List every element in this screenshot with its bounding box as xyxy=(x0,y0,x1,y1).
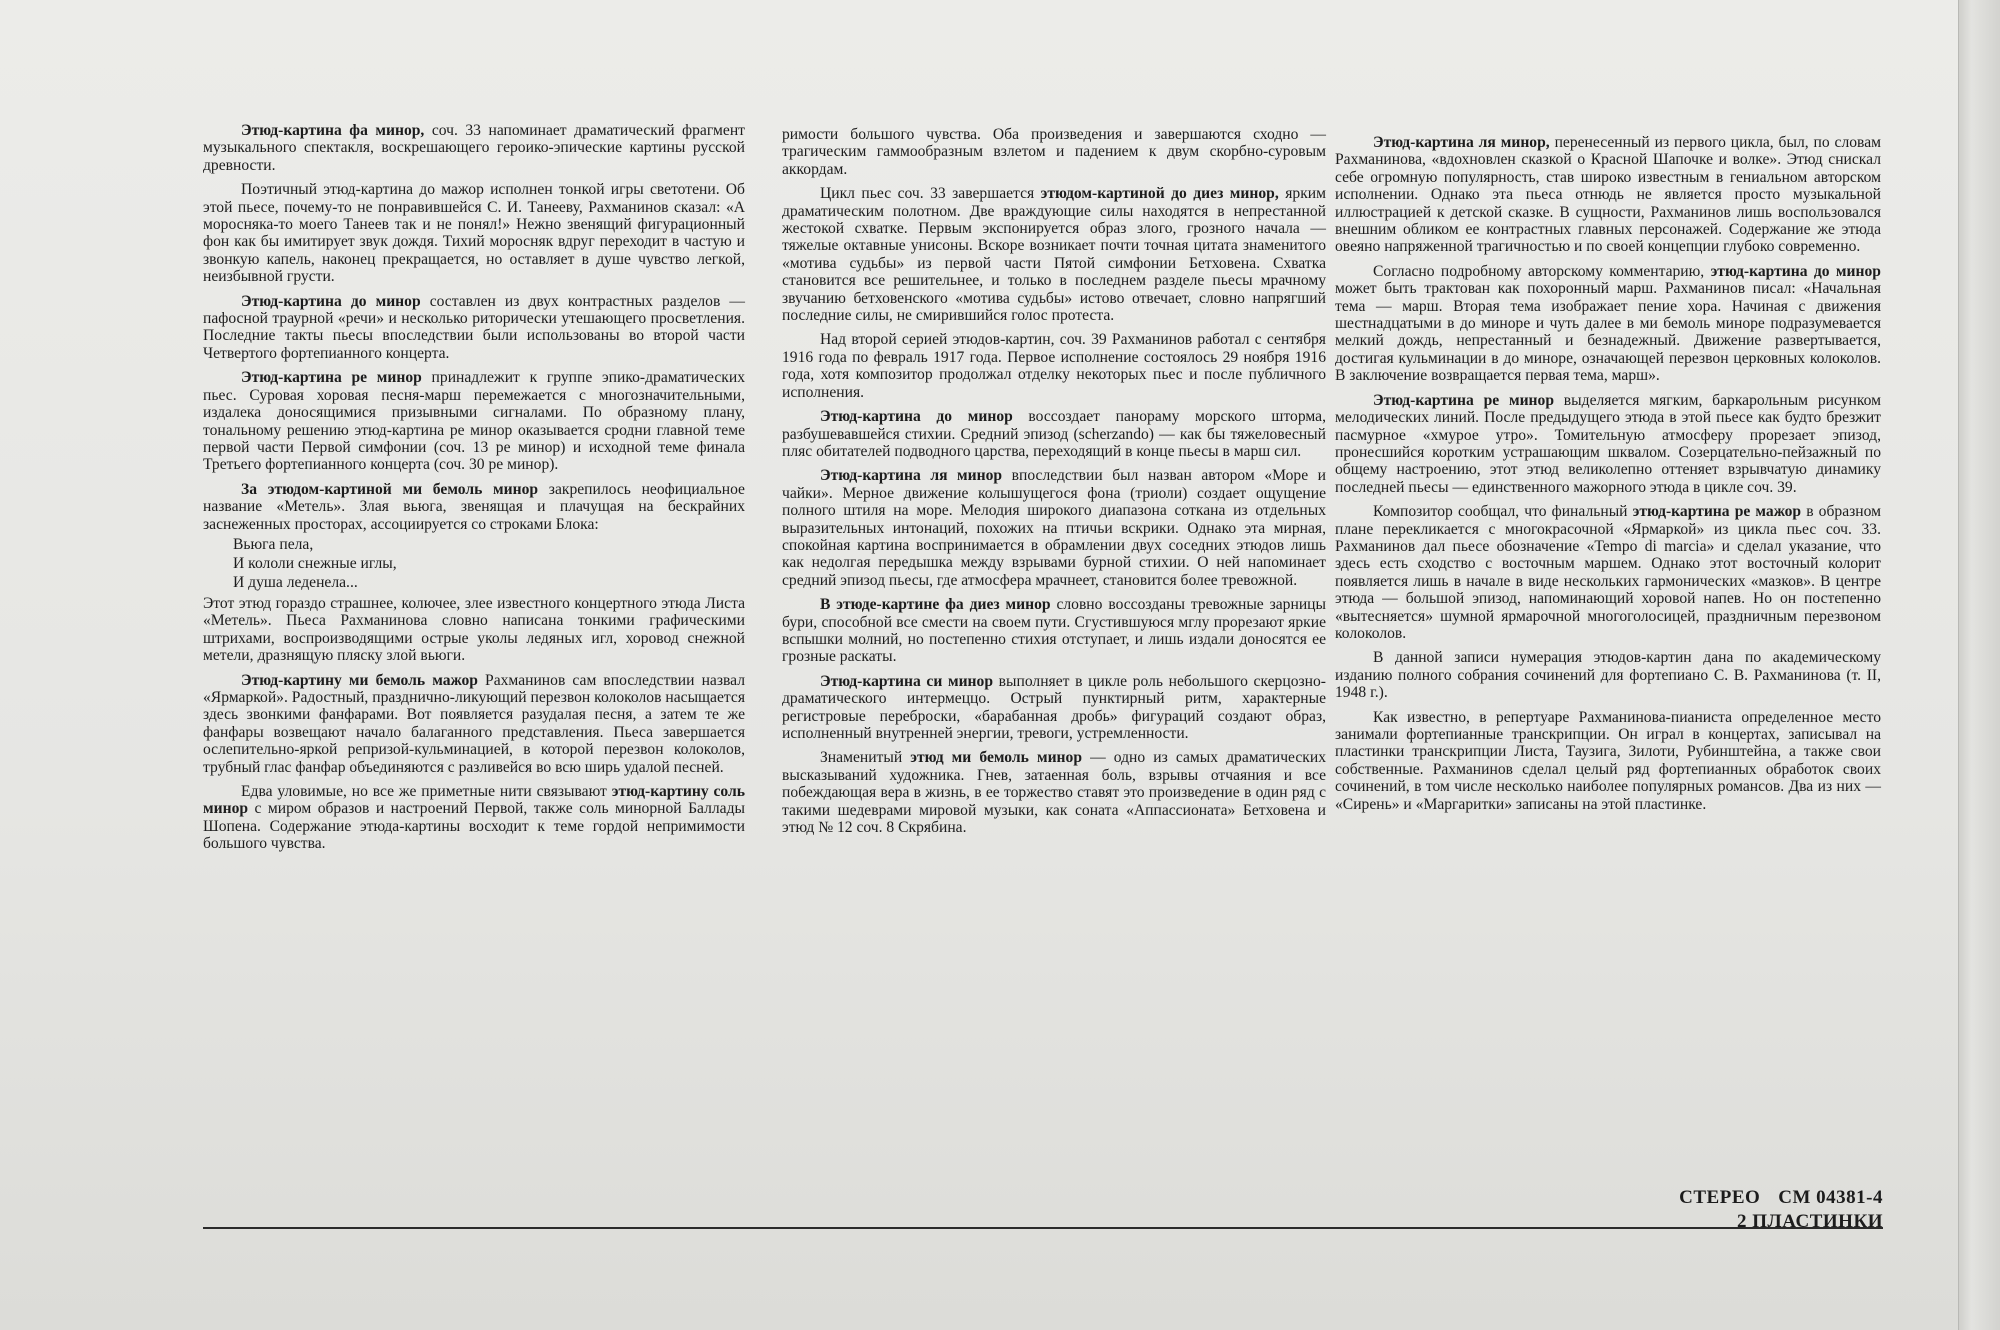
paragraph-heading: этюд-картину соль минор xyxy=(203,783,745,818)
paragraph xyxy=(203,595,745,665)
sleeve-fold-edge xyxy=(1958,0,2000,1330)
paragraph xyxy=(782,673,1326,743)
paragraph xyxy=(203,369,745,473)
paragraph-text: закрепилось неофициальное название «Метель». Злая вьюга, звенящая и плачущая на бескрайних заснеженных просторах, ассоциируется со строками Блока: xyxy=(203,480,745,533)
paragraph xyxy=(1335,392,1881,496)
paragraph xyxy=(782,408,1326,460)
paragraph-heading: В этюде-картине фа диез минор xyxy=(820,596,1051,614)
paragraph xyxy=(1335,503,1881,642)
paragraph-text: Едва уловимые, но все же приметные нити связывают xyxy=(241,783,612,800)
paragraph xyxy=(782,467,1326,589)
paragraph-text: может быть трактован как похоронный марш. Рахманинов писал: «Начальная тема — марш. Вторая тема изображает пение хора. Начиная с движения шестнадцатыми в до миноре и чуть далее в ми бемоль миноре подразумевается мелкий дождь, непрестанный и безнадежный. Движение развертывается, достигая кульминации в до миноре, означающей перезвон церковных колоколов. В заключение возвращается первая тема, марш». xyxy=(1335,280,1881,385)
paragraph xyxy=(782,126,1326,178)
paragraph-text: ярким драматическим полотном. Две враждующие силы находятся в непрестанной жестокой схватке. Первым экспонируется образ злого, грозного начала — тяжелые октавные унисоны. Вскоре возникает почти точная цитата знаменитого «мотива судьбы» из первой части Пятой симфонии Бетховена. Схватка становится все решительнее, и только в последнем разделе пьесы мрачному звучанию бетховенского «мотива судьбы» истово отвечает, словно напрягший последние силы, не смирившийся голос протеста. xyxy=(782,185,1326,325)
paragraph-text: словно воссозданы тревожные зарницы бури, способной все смести на своем пути. Сгустившуюся мглу прорезают яркие вспышки молний, но постепенно стихия отступает, и лишь издали доносятся ее грозные раскаты. xyxy=(782,596,1326,666)
paragraph-heading: Этюд-картина ре минор xyxy=(241,369,422,387)
paragraph xyxy=(1335,134,1881,256)
paragraph-text: — одно из самых драматических высказываний художника. Гнев, затаенная боль, взрывы отчаяния и все побеждающая вера в жизнь, в ее торжество ставят это произведение в один ряд с такими шедеврами мировой музыки, как соната «Аппассионата» Бетховена и этюд № 12 соч. 8 Скрябина. xyxy=(782,749,1326,837)
paragraph-heading: этюд ми бемоль минор xyxy=(910,749,1083,767)
paragraph-text: Знаменитый xyxy=(820,749,911,767)
paragraph xyxy=(203,672,745,776)
paragraph-text: Над второй серией этюдов-картин, соч. 39 Рахманинов работал с сентября 1916 года по февраль 1917 года. Первое исполнение состоялось 29 ноября 1916 года, хотя композитор продолжал отделку некоторых пьес и после публичного исполнения. xyxy=(782,331,1326,401)
paragraph-heading: этюд-картина до минор xyxy=(1710,262,1881,280)
paragraph xyxy=(1335,709,1881,813)
paragraph-text: Поэтичный этюд-картина до мажор исполнен тонкой игры светотени. Об этой пьесе, почему-то не понравившейся С. И. Танееву, Рахманинов сказал: «А моросняка-то моего Танеев так и не понял!» Нежно звенящий фигурационный фон как бы имитирует звук дождя. Тихий моросняк вдруг переходит в частую и звонкую капель, наконец прекращается, но оставляет в душе чувство легкой, неизбывной грусти. xyxy=(203,181,745,286)
paragraph-heading: Этюд-картина до минор xyxy=(820,408,1013,426)
paragraph xyxy=(782,185,1326,324)
paragraph-text: с миром образов и настроений Первой, также соль минорной Баллады Шопена. Содержание этюда-картины восходит к теме гордой непримимости большого чувства. xyxy=(203,800,745,853)
paragraph-heading: Этюд-картина до минор xyxy=(241,292,421,310)
paragraph-heading: Этюд-картина си минор xyxy=(820,672,994,690)
paragraph xyxy=(203,481,745,533)
paragraph xyxy=(203,122,745,174)
paragraph xyxy=(782,596,1326,666)
paragraph-heading: этюд-картина ре мажор xyxy=(1632,503,1802,521)
paragraph-text: перенесенный из первого цикла, был, по словам Рахманинова, «вдохновлен сказкой о Красной Шапочке и волке». Этюд снискал себе огромную популярность, став широко известным в гениальном авторском исполнении. Однако эта пьеса отнюдь не является просто музыкальной иллюстрацией к детской сказке. В сущности, Рахманинов лишь воспользовался внешним обликом ее контрастных главных персонажей. Содержание же этюда овеяно напряженной трагичностью и по своей концепции глубоко современно. xyxy=(1335,134,1881,256)
paragraph xyxy=(1335,649,1881,701)
paragraph xyxy=(1335,263,1881,385)
text-column-right xyxy=(1335,134,1881,820)
catalog-number: СМ 04381-4 xyxy=(1778,1187,1883,1208)
paragraph xyxy=(203,293,745,363)
paragraph-heading: Этюд-картина фа минор, xyxy=(241,122,425,139)
paragraph-heading: этюдом-картиной до диез минор, xyxy=(1040,185,1279,203)
verse-line: Вьюга пела, xyxy=(233,535,314,553)
paragraph-heading: Этюд-картина ля минор, xyxy=(1373,134,1550,151)
paragraph-text: Рахманинов сам впоследствии назвал «Ярмаркой». Радостный, празднично-ликующий перезвон колоколов насыщается здесь звонкими фанфарами. Вот появляется разудалая песня, а затем те же фанфары возвещают начало балаганного представления. Пьеса завершается ослепительно-яркой репризой-кульминацией, в которой перезвон колоколов, трубный глас фанфар объединяются с разливейся во всю ширь удалой песней. xyxy=(203,671,745,776)
paragraph-text: впоследствии был назван автором «Море и чайки». Мерное движение колышущегося фона (триоли) создает ощущение полного штиля на море. Мелодия широкого диапазона соткана из отдельных выразительных интонаций, похожих на птичьи вскрики. Однако эта мирная, спокойная картина воспринимается в обрамлении двух соседних этюдов лишь как недолгая передышка между взрывами бурной стихии. О ней напоминает средний эпизод пьесы, где атмосфера мрачнеет, становится более тревожной. xyxy=(782,467,1326,589)
paragraph-heading: Этюд-картина ля минор xyxy=(820,467,1003,485)
text-column-middle xyxy=(782,126,1326,843)
paragraph-text: составлен из двух контрастных разделов — пафосной траурной «речи» и несколько риторически утешающего просветления. Последние такты пьесы впоследствии были использованы во второй части Четвертого фортепианного концерта. xyxy=(203,292,745,362)
paragraph xyxy=(782,749,1326,836)
paragraph xyxy=(782,331,1326,401)
verse-line: И душа леденела... xyxy=(233,573,358,591)
paragraph-text: Как известно, в репертуаре Рахманинова-пианиста определенное место занимали фортепианные транскрипции. Он играл в концертах, записывал на пластинки транскрипции Листа, Таузига, Зилоти, Рубинштейна, а также свои собственные. Рахманинов сделал целый ряд фортепианных обработок своих сочинений, в том числе несколько наиболее популярных романсов. Два из них — «Сирень» и «Маргаритки» записаны на этой пластинке. xyxy=(1335,708,1881,813)
discs-label: 2 ПЛАСТИНКИ xyxy=(1737,1211,1883,1232)
paragraph xyxy=(203,783,745,853)
paragraph-text: В данной записи нумерация этюдов-картин дана по академическому изданию полного собрания сочинений для фортепиано С. В. Рахманинова (т. II, 1948 г.). xyxy=(1335,649,1881,702)
paragraph xyxy=(203,181,745,285)
catalog-block xyxy=(1679,1186,1883,1234)
text-column-left xyxy=(203,122,745,860)
paragraph-heading: Этюд-картина ре минор xyxy=(1373,391,1555,409)
stereo-label: СТЕРЕО xyxy=(1679,1187,1761,1208)
paragraph-text: Цикл пьес соч. 33 завершается xyxy=(820,185,1041,203)
paragraph-heading: За этюдом-картиной ми бемоль минор xyxy=(241,480,539,498)
paragraph-text: принадлежит к группе эпико-драматических пьес. Суровая хоровая песня-марш перемежается с многозначительными, издалека доносящимися призывными сигналами. По образному плану, тональному решению этюд-картина ре минор оказывается сродни главной теме первой части Первой симфонии (соч. 13 ре минор) и исходной теме финала Третьего фортепианного концерта (соч. 30 ре минор). xyxy=(203,369,745,474)
paragraph-text: Этот этюд гораздо страшнее, колючее, злее известного концертного этюда Листа «Метель». Пьеса Рахманинова словно написана тонкими графическими штрихами, воспроизводящими острые уколы ледяных игл, хоровод снежной метели, дразнящую пляску злой вьюги. xyxy=(203,594,745,665)
paragraph-text: Композитор сообщал, что финальный xyxy=(1373,503,1633,521)
paragraph-text: соч. 33 напоминает драматический фрагмент музыкального спектакля, воскрешающего героико-эпические картины русской древности. xyxy=(203,122,745,174)
paragraph-text: выделяется мягким, баркарольным рисунком мелодических линий. После предыдущего этюда в этой пьесе как будто брезжит пасмурное «хмурое утро». Томительную атмосферу прорезает эпизод, пронесшийся коротким устрашающим шквалом. Созерцательно-пейзажный по общему настроению, этот этюд великолепно оттеняет взрывчатую динамику последней пьесы — единственного мажорного этюда в цикле соч. 39. xyxy=(1335,391,1881,496)
footer-rule xyxy=(203,1227,1883,1229)
paragraph-text: воссоздает панораму морского шторма, разбушевавшейся стихии. Средний эпизод (scherzando) — как бы тяжеловесный пляс обитателей подводного царства, переходящий в конце пьесы в марш сил. xyxy=(782,408,1326,460)
blok-verse-quote xyxy=(233,535,745,592)
paragraph-heading: Этюд-картину ми бемоль мажор xyxy=(241,671,478,689)
paragraph-text: римости большого чувства. Оба произведения и завершаются сходно — трагическим гаммообразным взлетом и падением к двум скорбно-суровым аккордам. xyxy=(782,126,1326,178)
paragraph-text: выполняет в цикле роль небольшого скерцозно-драматического интермеццо. Острый пунктирный ритм, характерные регистровые переброски, «барабанная дробь» фигураций создают образ, исполненный внутренней энергии, тревоги, устремленности. xyxy=(782,672,1326,742)
paragraph-text: Согласно подробному авторскому комментарию, xyxy=(1373,262,1711,280)
paragraph-text: в образном плане перекликается с многокрасочной «Ярмаркой» из цикла пьес соч. 33. Рахманинов дал пьесе обозначение «Tempo di marcia» и сделал указание, что здесь есть сходство с восточным маршем. Однако этот восточный колорит появляется лишь в начале в виде нескольких гармонических «мазков». В центре этюда — большой эпизод, напоминающий хоровой напев. Но он постепенно «вытесняется» шумной ярмарочной многоголосицей, праздничным перезвоном колоколов. xyxy=(1335,503,1881,642)
verse-line: И кололи снежные иглы, xyxy=(233,554,397,572)
